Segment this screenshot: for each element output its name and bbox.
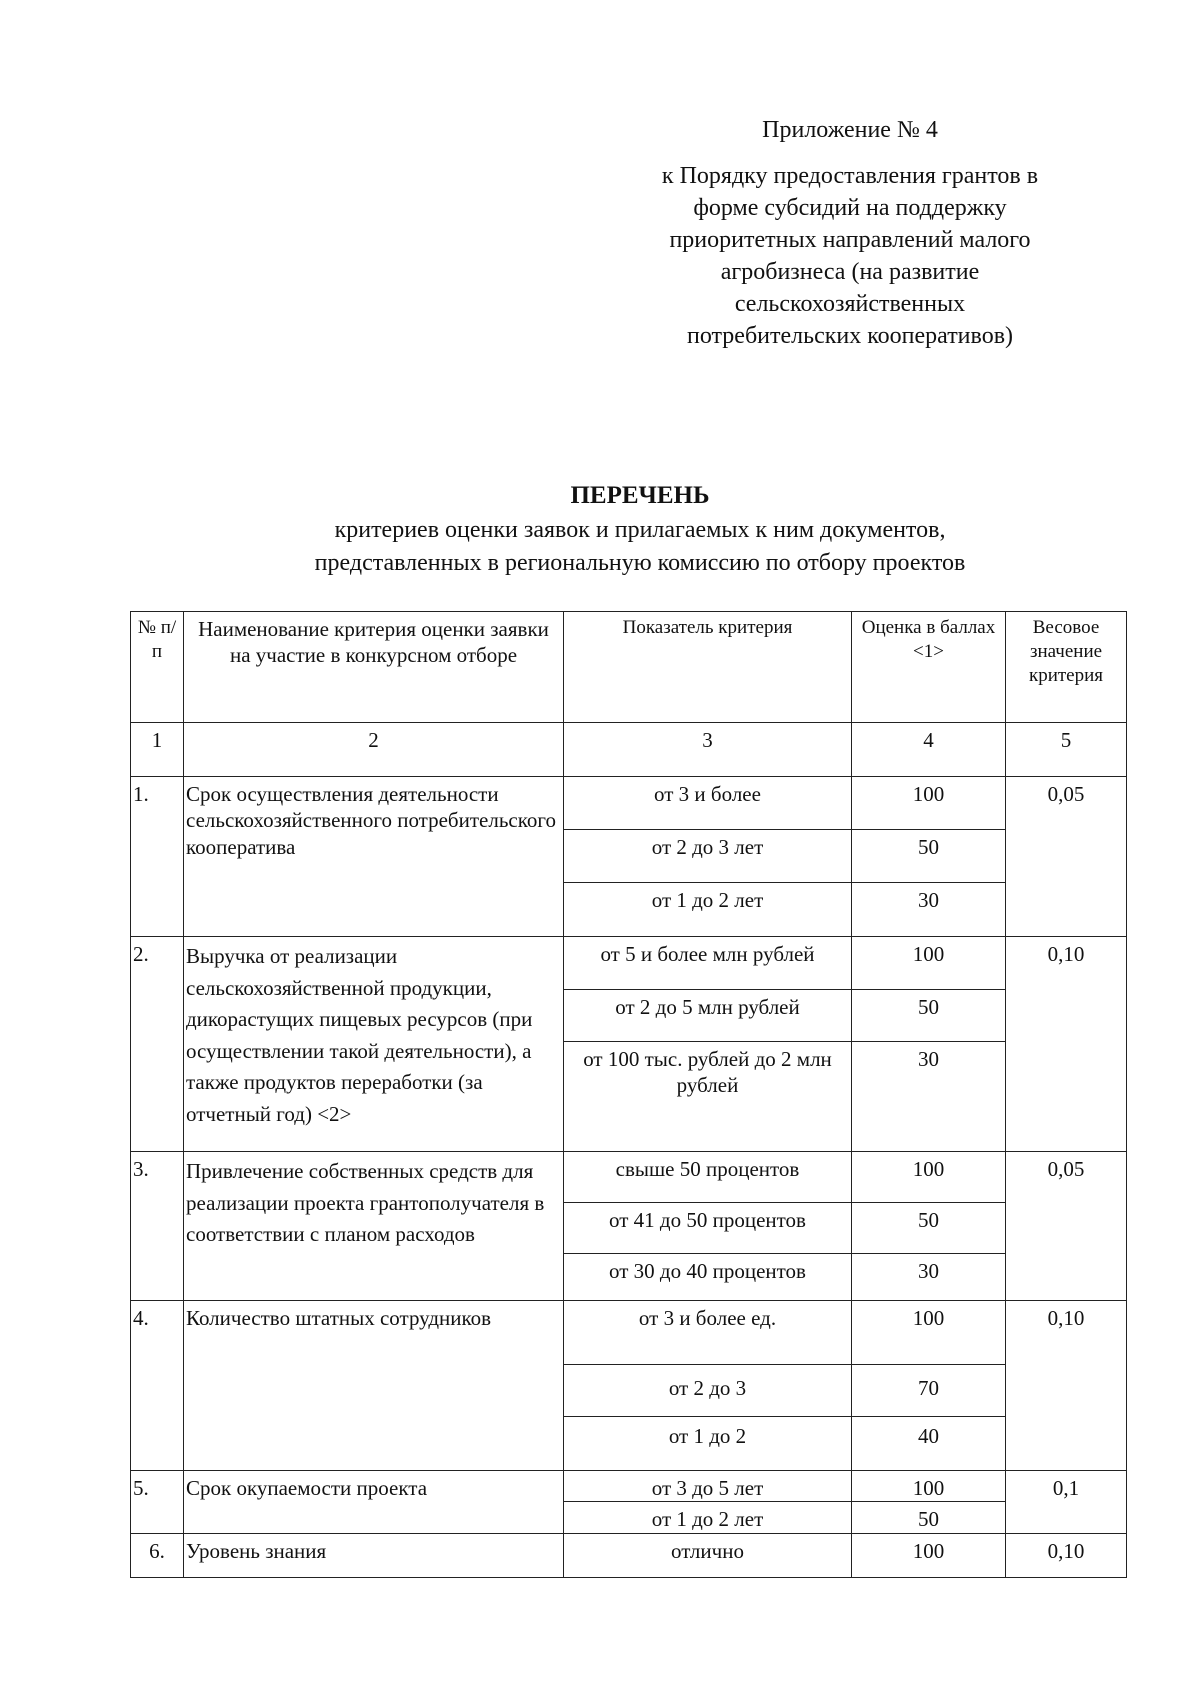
column-number: 5 xyxy=(1006,723,1127,777)
table-row xyxy=(131,1533,1127,1577)
score: 30 xyxy=(852,883,1006,937)
criterion-name: Количество штатных сотрудников xyxy=(184,1301,564,1471)
appendix-line: форме субсидий на поддержку xyxy=(693,195,1007,221)
indicator: от 30 до 40 процентов xyxy=(564,1254,852,1301)
indicator: от 3 до 5 лет xyxy=(564,1471,852,1502)
appendix-line: потребительских кооперативов) xyxy=(686,323,1014,349)
row-number: 3. xyxy=(131,1152,184,1301)
weight: 0,10 xyxy=(1006,1301,1127,1471)
score: 40 xyxy=(852,1417,1006,1471)
criterion-name: Выручка от реализации сельскохозяйственной продукции, дикорастущих пищевых ресурсов (при осуществлении такой деятельности), а также продуктов переработки (за отчетный год) <2> xyxy=(184,937,564,1152)
table-row xyxy=(131,1152,1127,1203)
score: 100 xyxy=(852,937,1006,990)
document-subtitle-line: представленных в региональную комиссию по отбору проектов xyxy=(314,550,966,576)
score: 30 xyxy=(852,1042,1006,1152)
document-subtitle-line: критериев оценки заявок и прилагаемых к ним документов, xyxy=(334,517,946,543)
document-title: ПЕРЕЧЕНЬ xyxy=(570,482,710,509)
header-criterion: Наименование критерия оценки заявки на участие в конкурсном отборе xyxy=(184,612,564,723)
indicator: от 2 до 3 лет xyxy=(564,830,852,883)
document-heading xyxy=(150,478,1130,580)
appendix-line: приоритетных направлений малого xyxy=(669,227,1031,253)
row-number: 6. xyxy=(131,1533,184,1577)
row-number: 2. xyxy=(131,937,184,1152)
indicator: от 3 и более ед. xyxy=(564,1301,852,1365)
weight: 0,05 xyxy=(1006,1152,1127,1301)
score: 50 xyxy=(852,1203,1006,1254)
indicator: свыше 50 процентов xyxy=(564,1152,852,1203)
appendix-line: к Порядку предоставления грантов в xyxy=(661,163,1039,189)
indicator: от 5 и более млн рублей xyxy=(564,937,852,990)
indicator: от 3 и более xyxy=(564,777,852,830)
indicator: от 2 до 3 xyxy=(564,1365,852,1417)
indicator: от 41 до 50 процентов xyxy=(564,1203,852,1254)
score: 100 xyxy=(852,1471,1006,1502)
indicator: от 1 до 2 лет xyxy=(564,1502,852,1533)
criterion-name: Срок окупаемости проекта xyxy=(184,1471,564,1534)
score: 100 xyxy=(852,1152,1006,1203)
indicator: от 100 тыс. рублей до 2 млн рублей xyxy=(564,1042,852,1152)
criterion-name: Срок осуществления деятельности сельскохозяйственного потребительского кооператива xyxy=(184,777,564,937)
row-number: 4. xyxy=(131,1301,184,1471)
indicator: от 1 до 2 xyxy=(564,1417,852,1471)
appendix-line: сельскохозяйственных xyxy=(734,291,966,317)
row-number: 5. xyxy=(131,1471,184,1534)
header-weight: Весовое значение критерия xyxy=(1006,612,1127,723)
criterion-name: Уровень знания xyxy=(184,1533,564,1577)
indicator: от 2 до 5 млн рублей xyxy=(564,990,852,1042)
criteria-table xyxy=(130,611,1127,1578)
appendix-block xyxy=(600,118,1100,352)
weight: 0,05 xyxy=(1006,777,1127,937)
table-row xyxy=(131,937,1127,990)
score: 50 xyxy=(852,830,1006,883)
indicator: отлично xyxy=(564,1533,852,1577)
table-row xyxy=(131,1471,1127,1502)
score: 50 xyxy=(852,1502,1006,1533)
column-number: 2 xyxy=(184,723,564,777)
table-header-row xyxy=(131,612,1127,723)
weight: 0,10 xyxy=(1006,937,1127,1152)
score: 100 xyxy=(852,777,1006,830)
column-number: 3 xyxy=(564,723,852,777)
score: 100 xyxy=(852,1533,1006,1577)
column-number: 1 xyxy=(131,723,184,777)
table-row xyxy=(131,777,1127,830)
column-number: 4 xyxy=(852,723,1006,777)
criterion-name: Привлечение собственных средств для реализации проекта грантополучателя в соответствии с планом расходов xyxy=(184,1152,564,1301)
score: 100 xyxy=(852,1301,1006,1365)
header-score: Оценка в баллах <1> xyxy=(852,612,1006,723)
appendix-line: агробизнеса (на развитие xyxy=(720,259,980,285)
table-row xyxy=(131,1301,1127,1365)
header-indicator: Показатель критерия xyxy=(564,612,852,723)
score: 50 xyxy=(852,990,1006,1042)
row-number: 1. xyxy=(131,777,184,937)
score: 30 xyxy=(852,1254,1006,1301)
appendix-title: Приложение № 4 xyxy=(762,117,938,143)
weight: 0,10 xyxy=(1006,1533,1127,1577)
weight: 0,1 xyxy=(1006,1471,1127,1534)
indicator: от 1 до 2 лет xyxy=(564,883,852,937)
score: 70 xyxy=(852,1365,1006,1417)
column-number-row xyxy=(131,723,1127,777)
header-num: № п/п xyxy=(131,612,184,723)
